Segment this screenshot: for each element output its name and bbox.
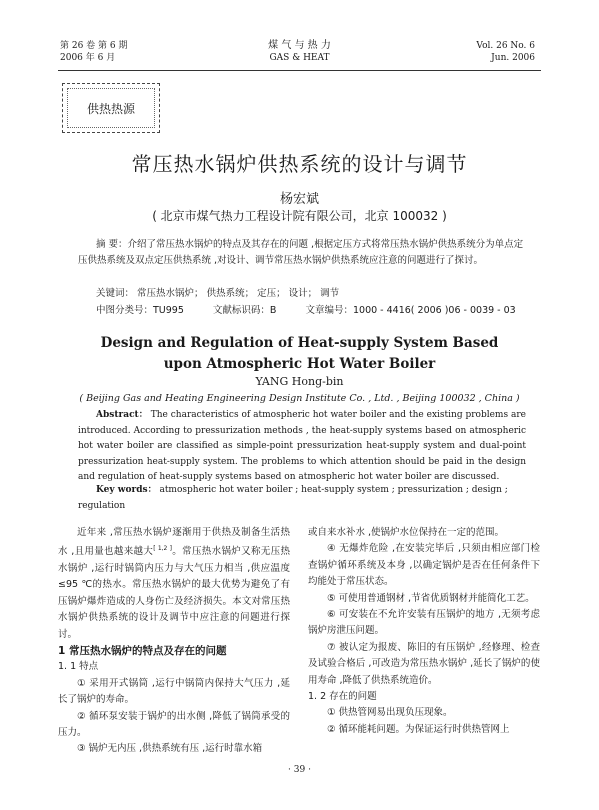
document-code: 文献标识码：B bbox=[212, 305, 277, 316]
list-item: ⑦ 被认定为报废、陈旧的有压锅炉 ,经修理、检查及试验合格后 ,可改造为常压热水锅炉 ,延长了锅炉的使用寿命 ,降低了供热系统造价。 bbox=[308, 641, 540, 686]
keywords-cn-label: 关键词： bbox=[96, 288, 135, 299]
running-header-right bbox=[476, 40, 535, 64]
abstract-en-label: Abstract： bbox=[96, 410, 148, 420]
intro-text-2: 。常压热水锅炉又称无压热水锅炉 ,运行时锅筒内压力与大气压力相当 ,供应温度≤95 ℃的热水。常压热水锅炉的最大优势为避免了有压锅炉爆炸造成的人身伤亡及经济损失。本文对常压热水锅炉供热系统的设计及调节中应注意的问题进行探讨。 bbox=[58, 546, 290, 640]
intro-paragraph bbox=[58, 525, 290, 643]
article-title-en-line2: upon Atmospheric Hot Water Boiler bbox=[163, 356, 436, 372]
clc-number: 中图分类号：TU995 bbox=[96, 305, 184, 316]
body-column-left bbox=[58, 525, 290, 758]
intro-text-1: 近年来 ,常压热水锅炉逐渐用于供热及制备生活热水 ,且用量也越来越大 bbox=[58, 527, 290, 558]
abstract-cn-label: 摘 要： bbox=[96, 239, 128, 250]
citation-ref: [ 1,2 ] bbox=[153, 545, 172, 553]
section-label-box bbox=[62, 83, 160, 133]
list-item: ① 采用开式锅筒 ,运行中锅筒内保持大气压力 ,延长了锅炉的寿命。 bbox=[58, 677, 290, 706]
keywords-cn bbox=[96, 287, 339, 301]
subsection-heading-1-1: 1. 1 特点 bbox=[58, 661, 99, 673]
subsection-heading-1-2: 1. 2 存在的问题 bbox=[308, 691, 377, 703]
abstract-cn bbox=[78, 237, 526, 269]
header-rule bbox=[58, 70, 541, 71]
keywords-en-text: atmospheric hot water boiler ; heat-supply system ; pressurization ; design ; regulation bbox=[78, 485, 508, 511]
volume-issue-en: Vol. 26 No. 6 bbox=[476, 41, 535, 51]
author-en: YANG Hong-bin bbox=[255, 375, 344, 388]
list-item-continuation: 或自来水补水 ,使锅炉水位保持在一定的范围。 bbox=[308, 527, 505, 538]
list-item: ④ 无爆炸危险 ,在安装完毕后 ,只须由相应部门检查锅炉循环系统及本身 ,以确定锅炉是否在任何条件下均能处于常压状态。 bbox=[308, 543, 540, 588]
issue-date-en: Jun. 2006 bbox=[491, 53, 535, 63]
journal-name-en: GAS & HEAT bbox=[269, 53, 330, 63]
volume-issue: 第 26 卷 第 6 期 bbox=[60, 41, 128, 51]
section-heading-1: 1 常压热水锅炉的特点及存在的问题 bbox=[58, 645, 227, 657]
affiliation-cn: ( 北京市煤气热力工程设计院有限公司，北京 100032 ) bbox=[152, 209, 447, 223]
body-column-right bbox=[308, 525, 540, 738]
affiliation-en: ( Beijing Gas and Heating Engineering Design Institute Co. , Ltd. , Beijing 100032 , China ) bbox=[79, 393, 520, 404]
page-number: · 39 · bbox=[288, 765, 311, 775]
section-label: 供热热源 bbox=[86, 102, 135, 116]
article-title-cn: 常压热水锅炉供热系统的设计与调节 bbox=[131, 152, 468, 176]
article-title-en bbox=[0, 333, 599, 375]
abstract-en-text: The characteristics of atmospheric hot water boiler and the existing problems are introduced. According to pressurization methods , the heat-supply systems based on atmospheric hot water boiler are classified as simple-point pressurization heat-supply system and dual-point pressurization heat-supply system. The problems to which attention should be paid in the design and regulation of heat-supply systems based on atmospheric hot water boiler are discussed. bbox=[78, 410, 526, 482]
abstract-cn-text: 介绍了常压热水锅炉的特点及其存在的问题 ,根据定压方式将常压热水锅炉供热系统分为单点定压供热系统及双点定压供热系统 ,对设计、调节常压热水锅炉供热系统应注意的问题进行了探讨。 bbox=[78, 239, 524, 266]
list-item: ⑤ 可使用普通钢材 ,节省优质钢材并能简化工艺。 bbox=[327, 592, 535, 604]
journal-name-cn: 煤 气 与 热 力 bbox=[268, 40, 331, 51]
list-item: ② 循环能耗问题。为保证运行时供热管网上 bbox=[327, 723, 510, 735]
classification-line bbox=[96, 304, 526, 318]
issue-date: 2006 年 6 月 bbox=[60, 53, 116, 63]
keywords-cn-text: 常压热水锅炉； 供热系统； 定压； 设计； 调节 bbox=[137, 288, 340, 299]
article-number: 文章编号：1000 - 4416( 2006 )06 - 0039 - 03 bbox=[305, 305, 516, 316]
list-item: ③ 锅炉无内压 ,供热系统有压 ,运行时靠水箱 bbox=[77, 743, 263, 755]
author-cn: 杨宏斌 bbox=[279, 192, 319, 207]
keywords-en-label: Key words： bbox=[96, 485, 157, 495]
abstract-en bbox=[78, 408, 526, 486]
list-item: ⑥ 可安装在不允许安装有压锅炉的地方 ,无须考虑锅炉房泄压问题。 bbox=[308, 609, 540, 637]
keywords-en bbox=[78, 483, 526, 514]
article-title-en-line1: Design and Regulation of Heat-supply System Based bbox=[100, 335, 499, 351]
list-item: ① 供热管网易出现负压现象。 bbox=[327, 707, 453, 719]
list-item: ② 循环泵安装于锅炉的出水侧 ,降低了锅筒承受的压力。 bbox=[58, 710, 290, 739]
